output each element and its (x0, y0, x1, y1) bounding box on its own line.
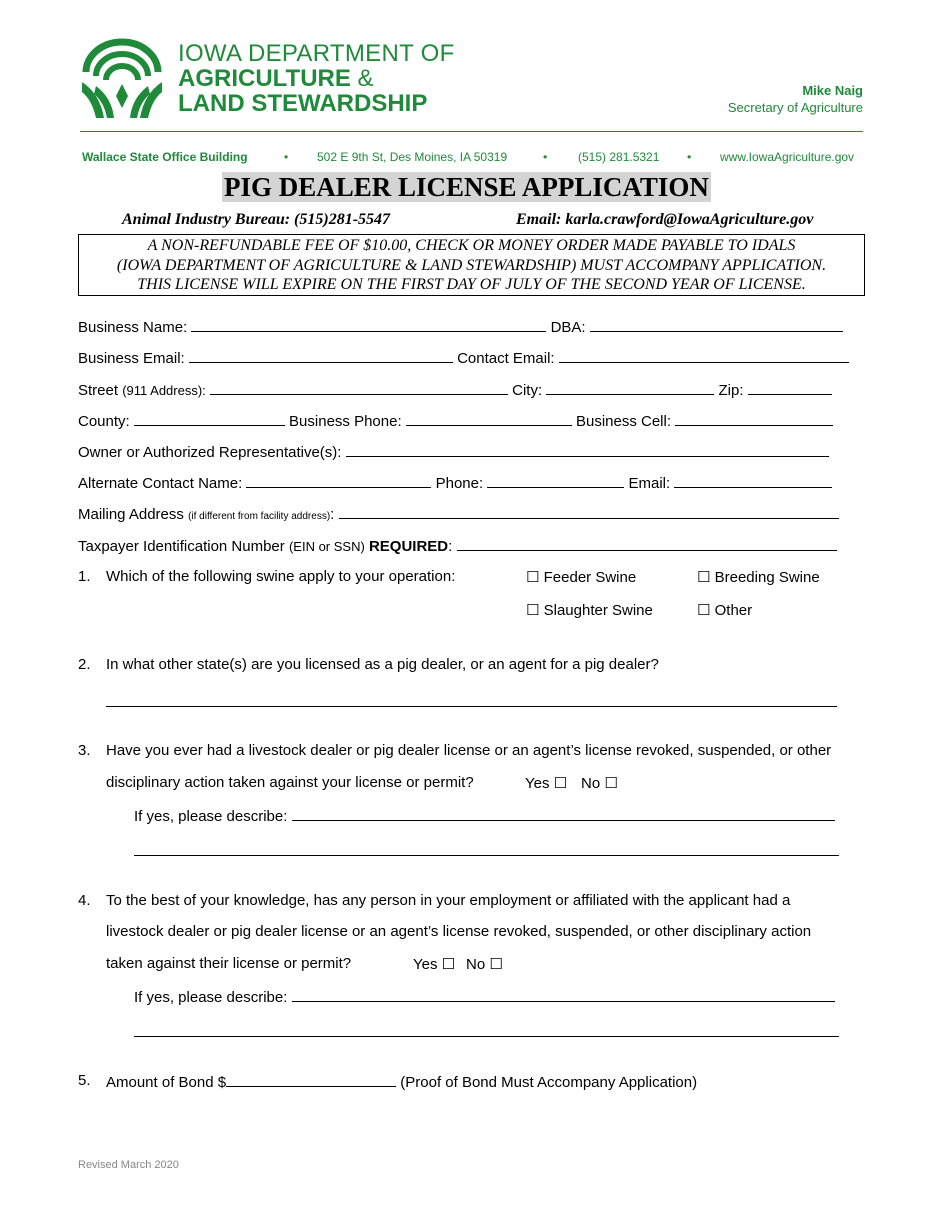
feeder-swine-checkbox[interactable]: ☐ (526, 569, 540, 586)
slaughter-swine-label: Slaughter Swine (543, 602, 653, 619)
q4-yes-checkbox[interactable]: ☐ (441, 956, 456, 973)
q5-row (106, 1072, 697, 1091)
address-bullet: • (284, 150, 289, 164)
q5-number: 5. (78, 1072, 91, 1089)
q4-text-line2: livestock dealer or pig dealer license or an agent’s license revoked, suspended, or other disciplinary action (106, 923, 812, 940)
street-note: (911 Address): (122, 383, 206, 398)
county-row (78, 411, 833, 430)
address-website: www.IowaAgriculture.gov (720, 150, 855, 164)
dba-field[interactable] (590, 317, 843, 332)
county-label: County: (78, 413, 130, 430)
q4-no-checkbox[interactable]: ☐ (489, 956, 503, 973)
option-feeder-swine[interactable] (526, 568, 636, 586)
breeding-swine-label: Breeding Swine (714, 569, 820, 586)
alternate-contact-label: Alternate Contact Name: (78, 475, 243, 492)
alternate-phone-field[interactable] (487, 473, 624, 488)
q2-number: 2. (78, 656, 91, 673)
q4-describe-line2[interactable] (134, 1036, 839, 1037)
q3-no-label: No (581, 775, 601, 792)
agency-logo-icon (80, 36, 164, 120)
bond-amount-field[interactable] (226, 1072, 396, 1087)
business-name-row (78, 317, 843, 336)
q4-number: 4. (78, 892, 91, 909)
dba-label: DBA: (550, 319, 586, 336)
bureau-phone: Animal Industry Bureau: (515)281-5547 (122, 211, 391, 228)
q4-text-line1: To the best of your knowledge, has any person in your employment or affiliated with the applicant had a (106, 892, 791, 909)
q3-text-line1: Have you ever had a livestock dealer or pig dealer license or an agent’s license revoked, suspended, or other (106, 742, 832, 759)
mailing-address-field[interactable] (339, 504, 839, 519)
q3-number: 3. (78, 742, 91, 759)
option-breeding-swine[interactable] (697, 568, 820, 586)
option-other[interactable] (697, 601, 752, 619)
breeding-swine-checkbox[interactable]: ☐ (697, 569, 711, 586)
other-label: Other (714, 602, 753, 619)
tin-label: Taxpayer Identification Number (78, 538, 285, 555)
street-row (78, 380, 832, 399)
header-divider (80, 131, 863, 132)
other-checkbox[interactable]: ☐ (697, 602, 711, 619)
fee-notice-line1: A NON-REFUNDABLE FEE OF $10.00, CHECK OR MONEY ORDER MADE PAYABLE TO IDALS (147, 237, 796, 254)
mailing-address-note: (if different from facility address) (188, 511, 331, 522)
business-email-label: Business Email: (78, 350, 185, 367)
q3-yes-option[interactable] (525, 774, 567, 792)
mailing-address-colon: : (330, 506, 335, 523)
secretary-title: Secretary of Agriculture (727, 100, 863, 115)
business-cell-field[interactable] (675, 411, 833, 426)
county-field[interactable] (134, 411, 285, 426)
q4-describe-field[interactable] (292, 987, 835, 1002)
logo-text-agriculture: AGRICULTURE (178, 65, 351, 92)
page-title: PIG DEALER LICENSE APPLICATION (224, 172, 709, 202)
business-phone-label: Business Phone: (289, 413, 402, 430)
q4-text-line3: taken against their license or permit? (106, 955, 352, 972)
alternate-phone-label: Phone: (435, 475, 484, 492)
q1-number: 1. (78, 568, 91, 585)
q3-no-option[interactable] (581, 774, 618, 792)
city-field[interactable] (546, 380, 714, 395)
address-bullet: • (543, 150, 548, 164)
fee-notice-line2: (IOWA DEPARTMENT OF AGRICULTURE & LAND STEWARDSHIP) MUST ACCOMPANY APPLICATION. (116, 256, 827, 274)
contact-email-field[interactable] (559, 348, 849, 363)
tin-note: (EIN or SSN) (288, 539, 365, 554)
q3-describe-label: If yes, please describe: (134, 808, 288, 825)
fee-notice-line3: THIS LICENSE WILL EXPIRE ON THE FIRST DAY OF JULY OF THE SECOND YEAR OF LICENSE. (137, 276, 806, 293)
q4-describe-row (134, 987, 835, 1006)
q4-describe-label: If yes, please describe: (134, 989, 288, 1006)
bureau-email: Email: karla.crawford@IowaAgriculture.gov (516, 211, 814, 228)
alternate-contact-field[interactable] (246, 473, 431, 488)
q5-note: (Proof of Bond Must Accompany Application) (400, 1074, 698, 1091)
q3-yes-label: Yes (525, 775, 550, 792)
logo-text-line3: LAND STEWARDSHIP (178, 90, 428, 117)
business-cell-label: Business Cell: (575, 413, 672, 430)
logo-text-line1: IOWA DEPARTMENT OF (178, 40, 455, 67)
contact-email-label: Contact Email: (457, 350, 555, 367)
option-slaughter-swine[interactable] (526, 601, 653, 619)
address-building: Wallace State Office Building (82, 150, 248, 164)
q4-no-label: No (466, 956, 486, 973)
q3-yes-checkbox[interactable]: ☐ (553, 775, 568, 792)
address-phone: (515) 281.5321 (578, 150, 660, 164)
alternate-email-field[interactable] (674, 473, 832, 488)
q4-yes-label: Yes (413, 956, 438, 973)
tin-required: REQUIRED (368, 538, 449, 555)
owner-field[interactable] (346, 442, 829, 457)
q3-text-line2: disciplinary action taken against your license or permit? (106, 774, 474, 791)
q1-text: Which of the following swine apply to your operation: (106, 568, 456, 585)
street-field[interactable] (210, 380, 508, 395)
address-street: 502 E 9th St, Des Moines, IA 50319 (317, 150, 508, 164)
q3-describe-row (134, 806, 835, 825)
business-email-field[interactable] (189, 348, 453, 363)
tin-row (78, 536, 837, 555)
q3-no-checkbox[interactable]: ☐ (604, 775, 618, 792)
logo-text-line2 (178, 65, 374, 93)
tin-colon: : (448, 538, 453, 555)
q4-no-option[interactable] (466, 955, 503, 973)
q4-yes-option[interactable] (413, 955, 455, 973)
zip-label: Zip: (718, 382, 744, 399)
business-name-label: Business Name: (78, 319, 188, 336)
business-email-row (78, 348, 849, 367)
owner-label: Owner or Authorized Representative(s): (78, 444, 342, 461)
city-label: City: (512, 382, 543, 399)
owner-row (78, 442, 829, 461)
q3-describe-field[interactable] (292, 806, 835, 821)
business-name-field[interactable] (191, 317, 546, 332)
q3-describe-line2[interactable] (134, 855, 839, 856)
slaughter-swine-checkbox[interactable]: ☐ (526, 602, 540, 619)
q2-answer-line[interactable] (106, 706, 837, 707)
q2-text: In what other state(s) are you licensed as a pig dealer, or an agent for a pig dealer? (106, 656, 659, 673)
feeder-swine-label: Feeder Swine (543, 569, 637, 586)
address-bullet: • (687, 150, 692, 164)
mailing-address-label: Mailing Address (78, 506, 184, 523)
tin-field[interactable] (457, 536, 837, 551)
alternate-contact-row (78, 473, 832, 492)
business-phone-field[interactable] (406, 411, 572, 426)
mailing-address-row (78, 504, 839, 523)
street-label: Street (78, 382, 119, 399)
logo-text-ampersand: & (357, 65, 374, 92)
fee-notice-box (78, 234, 865, 296)
q5-text: Amount of Bond $ (106, 1074, 227, 1091)
zip-field[interactable] (748, 380, 832, 395)
secretary-name: Mike Naig (802, 83, 863, 98)
alternate-email-label: Email: (628, 475, 671, 492)
revision-date: Revised March 2020 (78, 1159, 179, 1171)
